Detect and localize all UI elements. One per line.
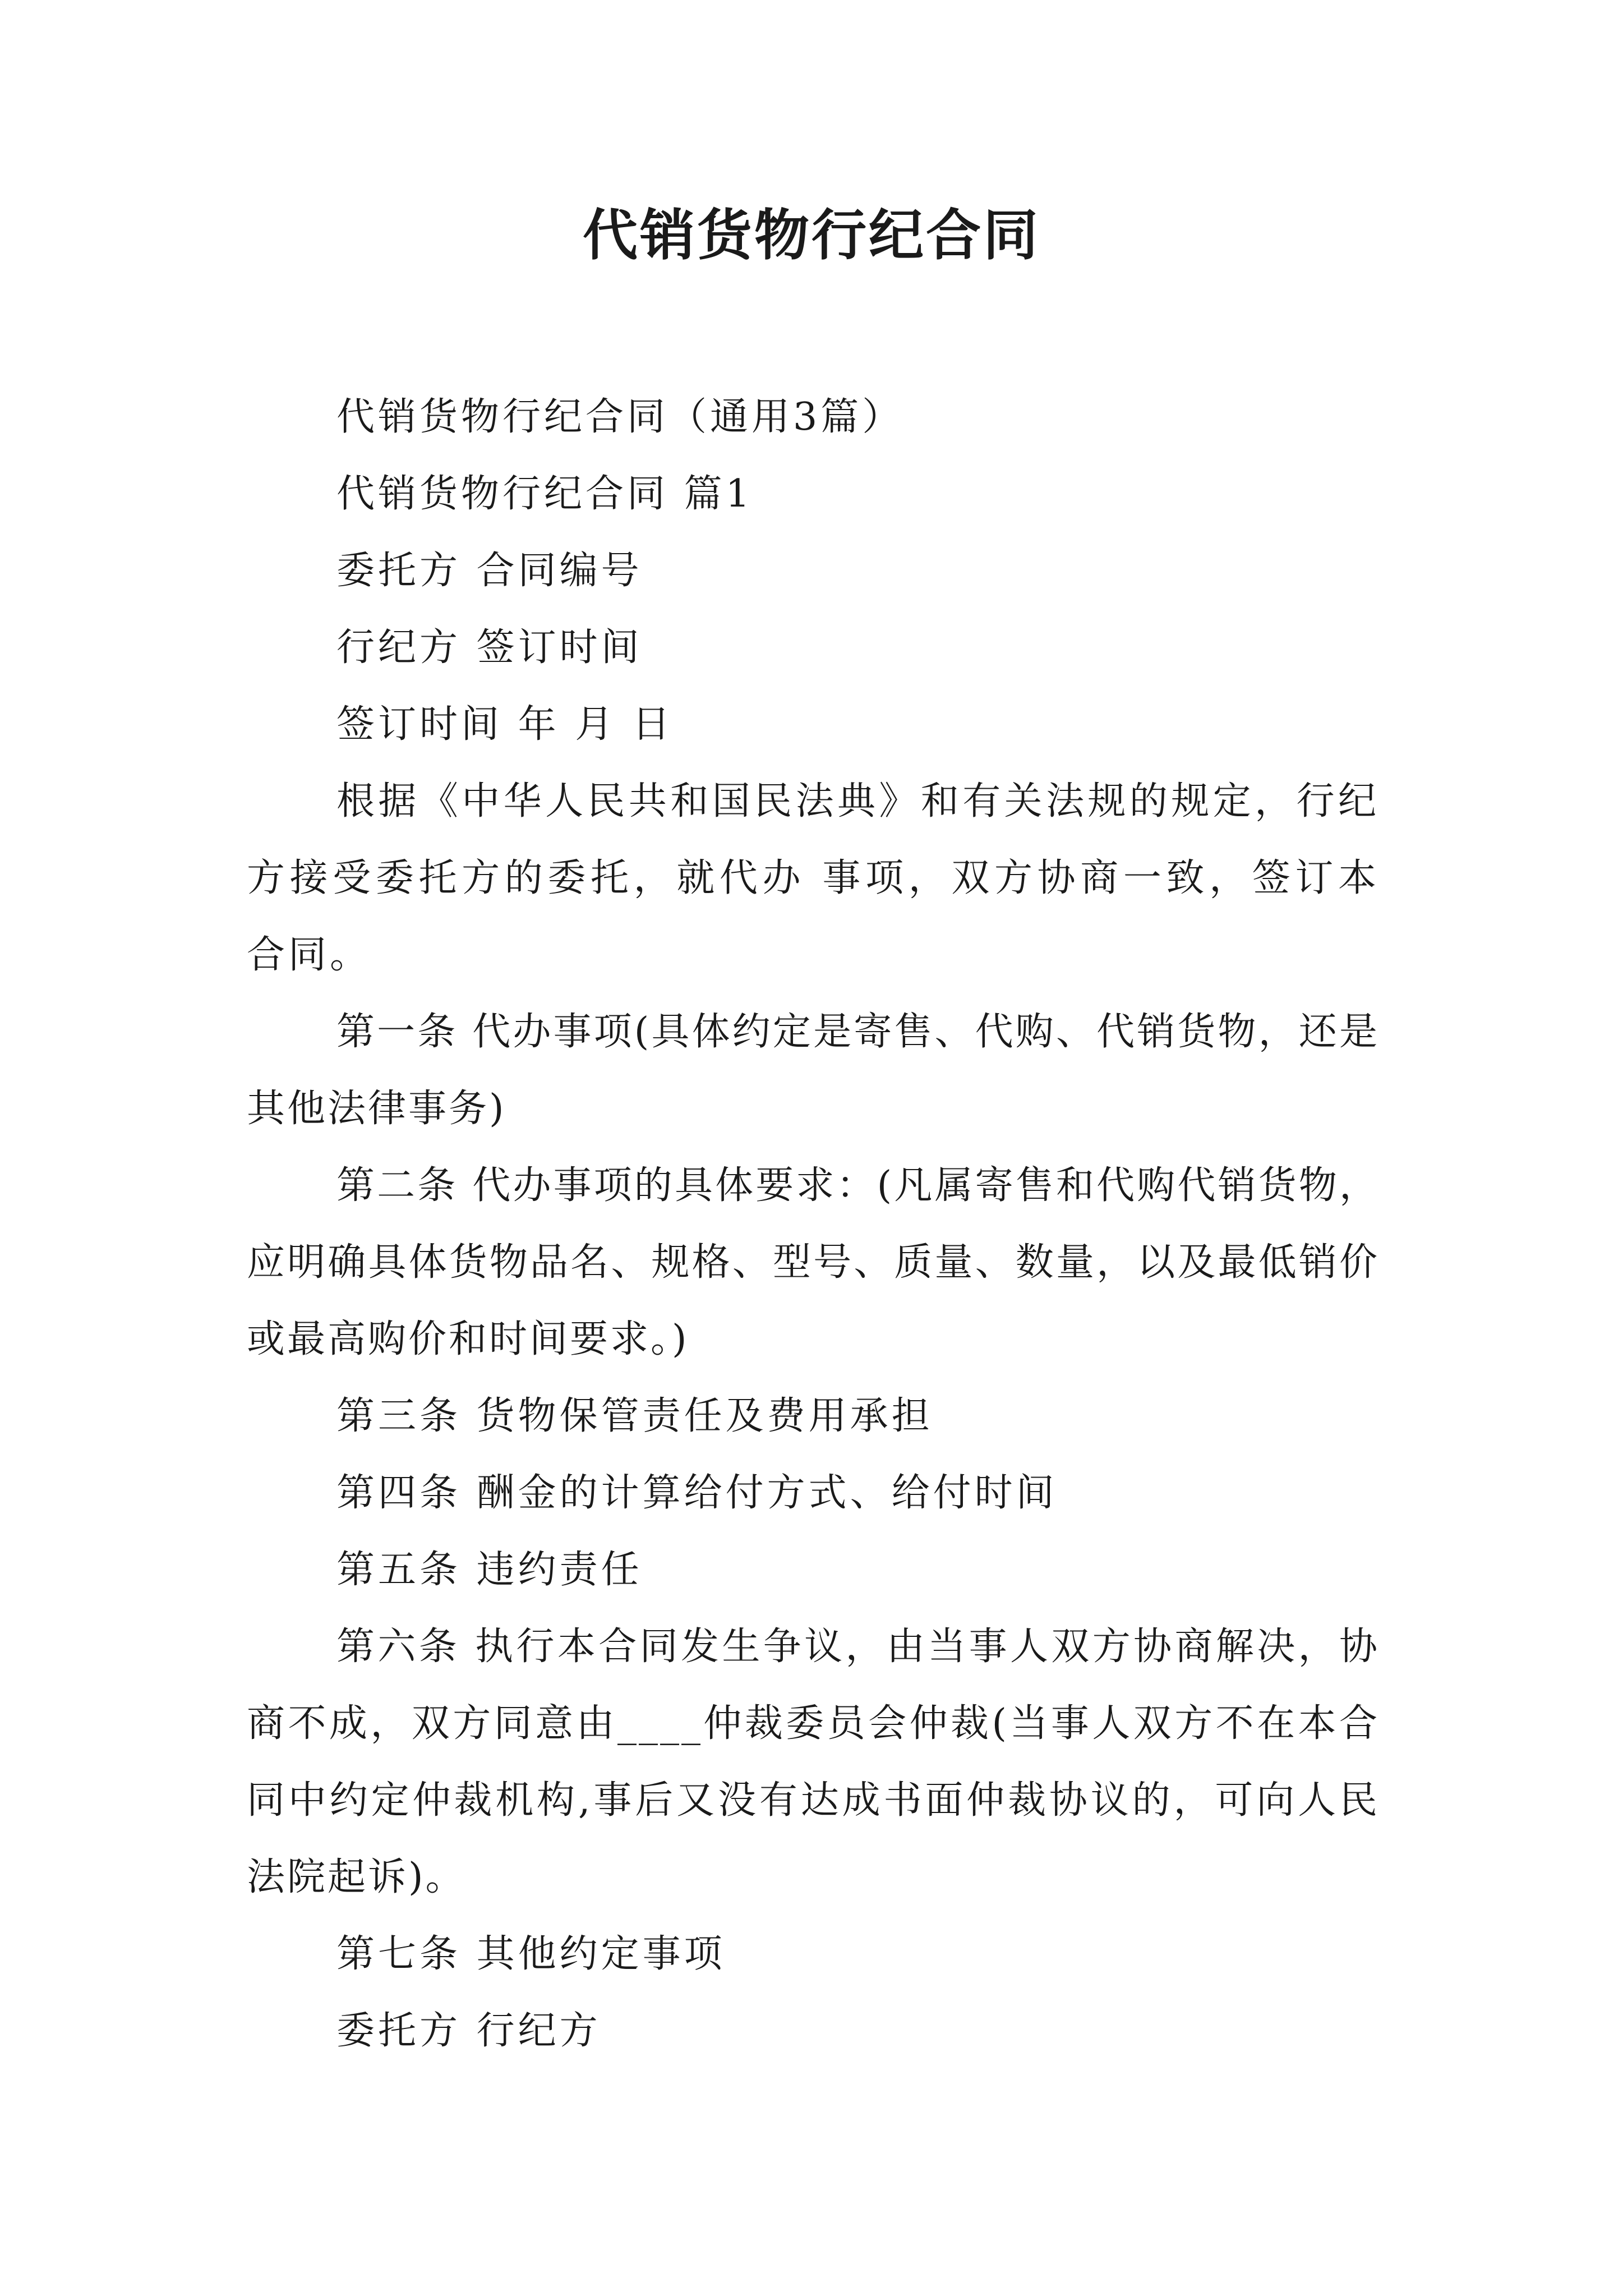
subtitle-line: 代销货物行纪合同（通用3篇）	[336, 395, 904, 439]
article-1: 第一条 代办事项(具体约定是寄售、代购、代销货物，还是其他法律事务)	[247, 1010, 1380, 1131]
document-title: 代销货物行纪合同	[582, 204, 1040, 268]
article-4: 第四条 酬金的计算给付方式、给付时间	[336, 1471, 1058, 1515]
section-heading: 代销货物行纪合同 篇1	[336, 472, 753, 516]
article-5: 第五条 违约责任	[336, 1548, 643, 1592]
party-line: 行纪方 签订时间	[336, 625, 643, 670]
preamble-paragraph: 根据《中华人民共和国民法典》和有关法规的规定，行纪方接受委托方的委托，就代办 事项，双方协商一致，签订本合同。	[247, 779, 1380, 977]
article-3: 第三条 货物保管责任及费用承担	[336, 1394, 933, 1438]
article-2: 第二条 代办事项的具体要求：(凡属寄售和代购代销货物，应明确具体货物品名、规格、型号、质量、数量，以及最低销价或最高购价和时间要求。)	[247, 1163, 1380, 1361]
article-6: 第六条 执行本合同发生争议，由当事人双方协商解决，协商不成，双方同意由____仲裁委员会仲裁(当事人双方不在本合同中约定仲裁机构,事后又没有达成书面仲裁协议的，可向人民法院起诉)。	[247, 1625, 1380, 1899]
party-line: 委托方 合同编号	[336, 549, 643, 593]
document-body	[247, 379, 1380, 2069]
article-7: 第七条 其他约定事项	[336, 1932, 726, 1976]
signature-line: 委托方 行纪方	[336, 2009, 601, 2053]
date-line: 签订时间 年 月 日	[336, 702, 674, 747]
